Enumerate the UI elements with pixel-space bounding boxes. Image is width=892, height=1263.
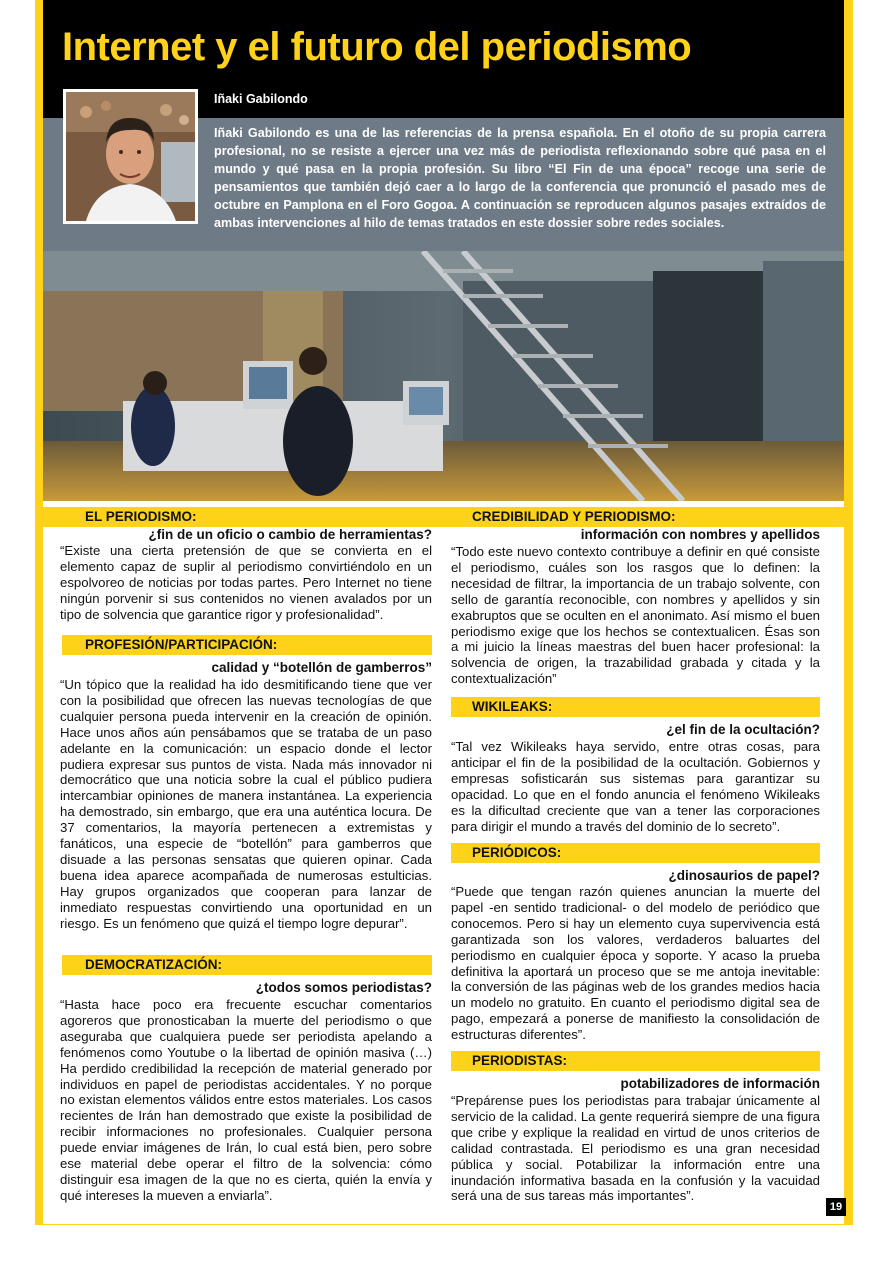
section-subheading: ¿el fin de la ocultación? — [666, 722, 820, 737]
article-title: Internet y el futuro del periodismo — [62, 25, 692, 69]
section-heading: PERIÓDICOS: — [472, 845, 562, 860]
section-body: “Hasta hace poco era frecuente escuchar comentarios agoreros que pronosticaban la muerte del periodismo o que aseguraba que cualquiera puede ser periodista apelando a fenómenos como Youtube o la libertad de opinión masiva (…) Ha perdido credibilidad la recepción de material generado por individuos en papel de periodistas accidentales. Y no porque no existan elementos válidos entre estos materiales. Los casos recientes de Irán han demostrado que existe la posibilidad de recibir informaciones no profesionales. Cualquier persona puede enviar imágenes de Irán, lo cual está bien, pero sobre ese material debe operar el filtro de la solvencia: cómo distinguir esa imagen de la que no es cierta, quién la envía y qué intereses la mueven a enviarla”. — [60, 997, 432, 1203]
section-body: “Tal vez Wikileaks haya servido, entre otras cosas, para anticipar el fin de la posibilidad de la ocultación. Gobiernos y empresas sofisticarán sus sistemas para garantizar su opacidad. Lo que en el fondo anuncia el fenómeno Wikileaks es la dificultad creciente que van a tener las corporaciones para dirigir el mundo a través del dominio de lo secreto”. — [451, 739, 820, 834]
page-number: 19 — [826, 1198, 846, 1216]
author-portrait — [63, 89, 198, 224]
section-subheading: calidad y “botellón de gamberros” — [211, 660, 432, 675]
section-subheading: información con nombres y apellidos — [580, 527, 820, 542]
section-body: “Un tópico que la realidad ha ido desmitificando tiene que ver con la posibilidad que ofrecen las nuevas tecnologías de que cualquier persona pueda intervenir en la creación de opinión. Hace unos años aún pensábamos que se trataba de un paso adelante en la comunicación: un espacio donde el lector pudiera expresar sus puntos de vista. Nada más innovador ni democrático que una noticia sobre la cual el público pudiera intercambiar opiniones de manera instantánea. La experiencia ha demostrado, sin embargo, que era una auténtica locura. De 37 comentarios, la mayoría pertenecen a extremistas y fanáticos, una especie de “botellón” para gamberros que disuade a las personas sensatas que quieren opinar. Cada buena idea aparece acompañada de numerosas estulticias. Hay grupos organizados que cooperan para lanzar de inmediato respuestas convirtiendo una oportunidad en un riesgo. Es un fenómeno que quizá el tiempo logre depurar”. — [60, 677, 432, 931]
intro-text: Iñaki Gabilondo es una de las referencias de la prensa española. En el otoño de su propia carrera profesional, no se resiste a ejercer una vez más de periodista reflexionando sobre qué pasa en el mundo y qué pasa en la propia profesión. Su libro “El Fin de una época” recoge una serie de pensamientos que también dejó caer a lo largo de la conferencia que pronunció el pasado mes de octubre en Pamplona en el Foro Gogoa. A continuación se reproducen algunos pasajes extraídos de ambas intervenciones al hilo de temas tratados en este dossier sobre redes sociales. — [214, 126, 826, 230]
section-heading: PERIODISTAS: — [472, 1053, 568, 1068]
section-subheading: ¿fin de un oficio o cambio de herramientas? — [148, 527, 432, 542]
section-subheading: ¿dinosaurios de papel? — [668, 868, 820, 883]
author-name: Iñaki Gabilondo — [214, 92, 308, 106]
section-heading: WIKILEAKS: — [472, 699, 553, 714]
section-subheading: potabilizadores de información — [620, 1076, 820, 1091]
section-heading: PROFESIÓN/PARTICIPACIÓN: — [85, 637, 278, 652]
section-subheading: ¿todos somos periodistas? — [255, 980, 432, 995]
printing-press-photo — [43, 251, 844, 501]
section-body: “Todo este nuevo contexto contribuye a definir en qué consiste el periodismo, cuáles son los rasgos que lo definen: la necesidad de filtrar, la importancia de un trabajo solvente, con sello de garantía reconocible, con nombres y apellidos y sin exabruptos que se oculten en el anonimato. Así mismo el buen periodismo exige que los hechos se contextualicen. Ésas son a mi juicio la líneas maestras del buen hacer profesional: la solvencia de origen, la trazabilidad grabada y citada y la contextualización” — [451, 544, 820, 687]
section-body: “Puede que tengan razón quienes anuncian la muerte del papel -en sentido tradicional- o del modelo de periódico que conocemos. Pero si hay un elemento cuya supervivencia está garantizada son los valores, verdaderos baluartes del periodismo en cualquier época y soporte. Y acaso la prueba definitiva la aportará un proceso que se me antoja inevitable: la conversión de las páginas web de los grandes medios hacia un modelo no gratuito. En cuanto el periodismo digital sea de pago, empezará a ponerse de manifiesto la consolidación de estructuras diferentes”. — [451, 884, 820, 1043]
section-heading: EL PERIODISMO: — [85, 509, 197, 524]
section-heading: DEMOCRATIZACIÓN: — [85, 957, 222, 972]
section-body: “Prepárense pues los periodistas para trabajar únicamente al servicio de la calidad. La gente requerirá siempre de una figura que cribe y explique la realidad en virtud de unos criterios de calidad contrastada. El periodismo es una gran necesidad pública y social. Potabilizar la información entre una inundación informativa basada en la confusión y la vacuidad será una de sus tareas más importantes”. — [451, 1093, 820, 1204]
section-body: “Existe una cierta pretensión de que se convierta en el elemento capaz de suplir al periodismo convirtiéndolo en un espolvoreo de noticias por todas partes. Pero Internet no tiene ningún porvenir si sus contenidos no vienen avalados por un tipo de solvencia que garantice rigor y profesionalidad”. — [60, 543, 432, 622]
section-heading: CREDIBILIDAD Y PERIODISMO: — [472, 509, 676, 524]
